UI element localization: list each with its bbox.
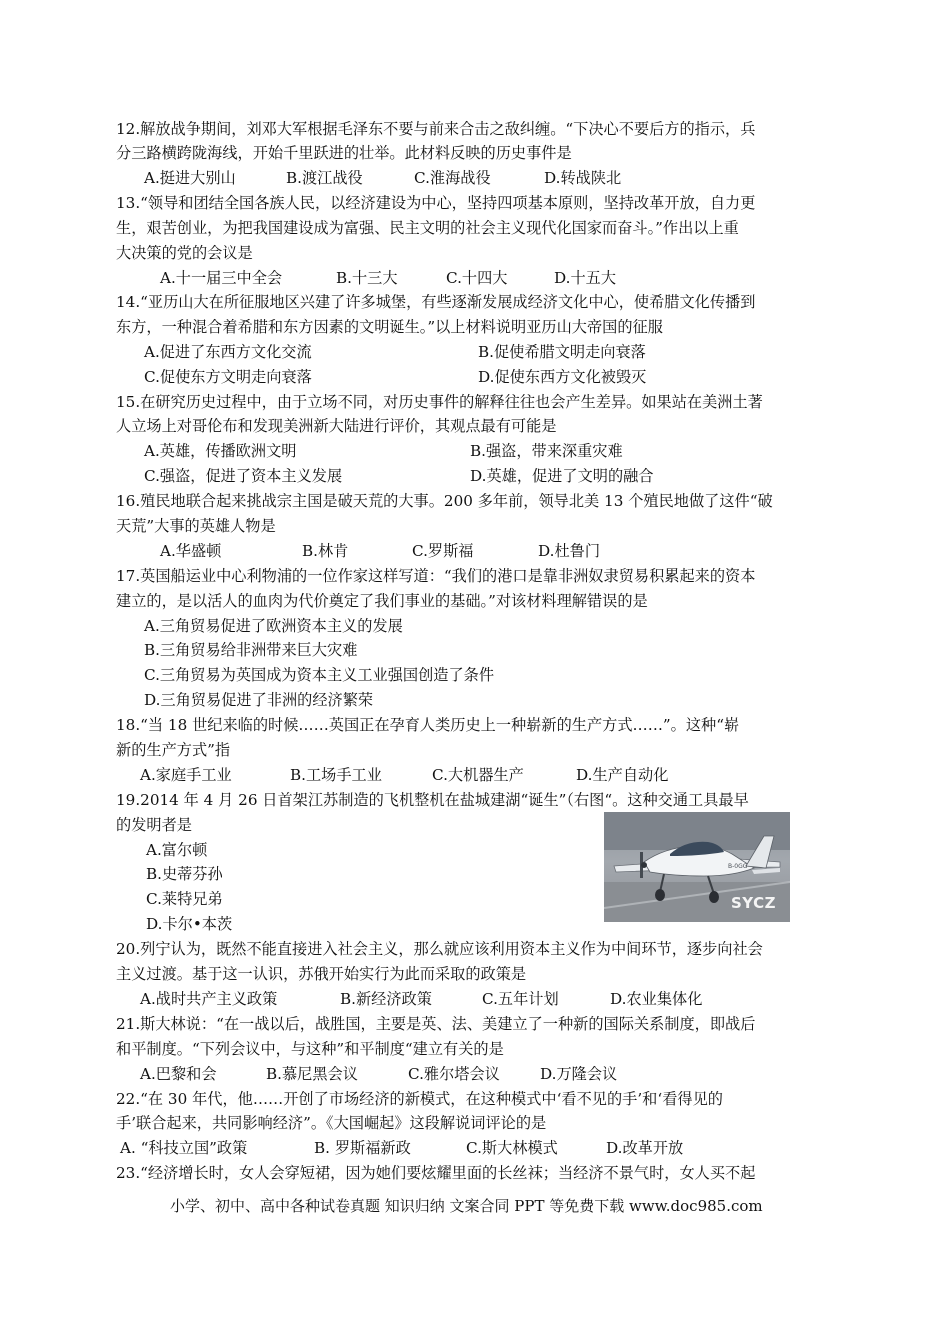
q12-line-1: 12.解放战争期间，刘邓大军根据毛泽东不要与前来合击之敌纠缠。“下决心不要后方的指示，兵 [116, 120, 756, 138]
q13-option-c: C.十四大 [446, 269, 508, 287]
q17-option-a: A.三角贸易促进了欧洲资本主义的发展 [144, 617, 403, 635]
q13-option-d: D.十五大 [554, 269, 617, 287]
q14-option-b: B.促使希腊文明走向衰落 [478, 343, 646, 361]
q21-option-d: D.万隆会议 [540, 1065, 618, 1083]
q16-options [116, 539, 836, 563]
q16-option-a: A.华盛顿 [160, 542, 222, 560]
q18-line-2: 新的生产方式”指 [116, 741, 231, 759]
q17-option-d: D.三角贸易促进了非洲的经济繁荣 [144, 691, 374, 709]
q18-option-c: C.大机器生产 [432, 766, 524, 784]
q13-line-2: 生，艰苦创业，为把我国建设成为富强、民主文明的社会主义现代化国家而奋斗。”作出以上重 [116, 219, 739, 237]
q22-option-a: A. “科技立国”政策 [120, 1139, 248, 1157]
q18-option-d: D.生产自动化 [576, 766, 669, 784]
q14-line-2: 东方，一种混合着希腊和东方因素的文明诞生。”以上材料说明亚历山大帝国的征服 [116, 318, 663, 336]
q21-option-a: A.巴黎和会 [140, 1065, 217, 1083]
q19-option-c: C.莱特兄弟 [146, 890, 223, 908]
q17-line-2: 建立的，是以活人的血肉为代价奠定了我们事业的基础。”对该材料理解错误的是 [116, 592, 648, 610]
q15-option-c: C.强盗，促进了资本主义发展 [144, 467, 343, 485]
q20-line-1: 20.列宁认为，既然不能直接进入社会主义，那么就应该利用资本主义作为中间环节，逐步向社会 [116, 940, 763, 958]
q14-options-row-1 [116, 340, 836, 364]
q16-option-c: C.罗斯福 [412, 542, 474, 560]
q22-option-c: C.斯大林模式 [466, 1139, 558, 1157]
q20-option-a: A.战时共产主义政策 [140, 990, 278, 1008]
q18-options [116, 763, 836, 787]
q16-option-b: B.林肯 [302, 542, 349, 560]
q15-options-row-2 [116, 464, 836, 488]
q21-line-2: 和平制度。“下列会议中，与这种”和平制度“建立有关的是 [116, 1040, 504, 1058]
q19-option-a: A.富尔顿 [146, 841, 208, 859]
q21-option-c: C.雅尔塔会议 [408, 1065, 500, 1083]
q13-options [116, 266, 836, 290]
q21-line-1: 21.斯大林说：“在一战以后，战胜国，主要是英、法、美建立了一种新的国际关系制度，即战后 [116, 1015, 756, 1033]
q22-options [116, 1136, 836, 1160]
q12-option-d: D.转战陕北 [544, 169, 622, 187]
q12-option-b: B.渡江战役 [286, 169, 363, 187]
q17-line-1: 17.英国船运业中心利物浦的一位作家这样写道：“我们的港口是靠非洲奴隶贸易积累起来的资本 [116, 567, 756, 585]
q12-line-2: 分三路横跨陇海线，开始千里跃进的壮举。此材料反映的历史事件是 [116, 144, 572, 162]
q20-option-d: D.农业集体化 [610, 990, 703, 1008]
photo-watermark: SYCZ [730, 894, 776, 912]
q15-option-b: B.强盗，带来深重灾难 [470, 442, 623, 460]
q15-option-d: D.英雄，促进了文明的融合 [470, 467, 654, 485]
q14-line-1: 14.“亚历山大在所征服地区兴建了许多城堡，有些逐渐发展成经济文化中心，使希腊文化传播到 [116, 293, 756, 311]
q18-line-1: 18.“当 18 世纪来临的时候……英国正在孕育人类历史上一种崭新的生产方式……”。这种“崭 [116, 716, 740, 734]
airplane-photo [604, 812, 790, 922]
q12-options [116, 166, 836, 190]
q17-option-b: B.三角贸易给非洲带来巨大灾难 [144, 641, 358, 659]
q15-line-1: 15.在研究历史过程中，由于立场不同，对历史事件的解释往往也会产生差异。如果站在美洲土著 [116, 393, 763, 411]
q15-line-2: 人立场上对哥伦布和发现美洲新大陆进行评价，其观点最有可能是 [116, 417, 557, 435]
q19-line-1: 19.2014 年 4 月 26 日首架江苏制造的飞机整机在盐城建湖“诞生”（右图“。这种交通工具最早 [116, 791, 749, 809]
q12-option-a: A.挺进大别山 [144, 169, 236, 187]
q20-option-c: C.五年计划 [482, 990, 559, 1008]
q13-line-1: 13.“领导和团结全国各族人民，以经济建设为中心，坚持四项基本原则，坚持改革开放，自力更 [116, 194, 756, 212]
q15-options-row-1 [116, 439, 836, 463]
q14-option-a: A.促进了东西方文化交流 [144, 343, 312, 361]
q20-line-2: 主义过渡。基于这一认识，苏俄开始实行为此而采取的政策是 [116, 965, 527, 983]
q16-option-d: D.杜鲁门 [538, 542, 601, 560]
q18-option-b: B.工场手工业 [290, 766, 382, 784]
q13-option-b: B.十三大 [336, 269, 398, 287]
q22-line-1: 22.“在 30 年代，他……开创了市场经济的新模式，在这种模式中‘看不见的手’和‘看得见的 [116, 1090, 723, 1108]
q22-option-d: D.改革开放 [606, 1139, 684, 1157]
q22-line-2: 手’联合起来，共同影响经济”。《大国崛起》这段解说词评论的是 [116, 1114, 547, 1132]
q20-options [116, 987, 836, 1011]
q15-option-a: A.英雄，传播欧洲文明 [144, 442, 297, 460]
q13-option-a: A.十一届三中全会 [160, 269, 283, 287]
q23-line-1: 23.“经济增长时，女人会穿短裙，因为她们要炫耀里面的长丝袜；当经济不景气时，女人买不起 [116, 1164, 756, 1182]
q21-option-b: B.慕尼黑会议 [266, 1065, 358, 1083]
q12-option-c: C.淮海战役 [414, 169, 491, 187]
q16-line-1: 16.殖民地联合起来挑战宗主国是破天荒的大事。200 多年前，领导北美 13 个殖民地做了这件“破 [116, 492, 773, 510]
q21-options [116, 1062, 836, 1086]
page-footer: 小学、初中、高中各种试卷真题 知识归纳 文案合同 PPT 等免费下载 www.doc985.com [170, 1197, 763, 1215]
q19-line-2: 的发明者是 [116, 816, 192, 834]
q19-option-b: B.史蒂芬孙 [146, 865, 223, 883]
q13-line-3: 大决策的党的会议是 [116, 244, 253, 262]
q16-line-2: 天荒”大事的英雄人物是 [116, 517, 276, 535]
q18-option-a: A.家庭手工业 [140, 766, 232, 784]
q17-option-c: C.三角贸易为英国成为资本主义工业强国创造了条件 [144, 666, 495, 684]
q19-option-d: D.卡尔•本茨 [146, 915, 233, 933]
q20-option-b: B.新经济政策 [340, 990, 432, 1008]
q22-option-b: B. 罗斯福新政 [314, 1139, 411, 1157]
plane-registration: B-0GG [728, 863, 748, 870]
q14-options-row-2 [116, 365, 836, 389]
q14-option-d: D.促使东西方文化被毁灭 [478, 368, 647, 386]
q14-option-c: C.促使东方文明走向衰落 [144, 368, 312, 386]
